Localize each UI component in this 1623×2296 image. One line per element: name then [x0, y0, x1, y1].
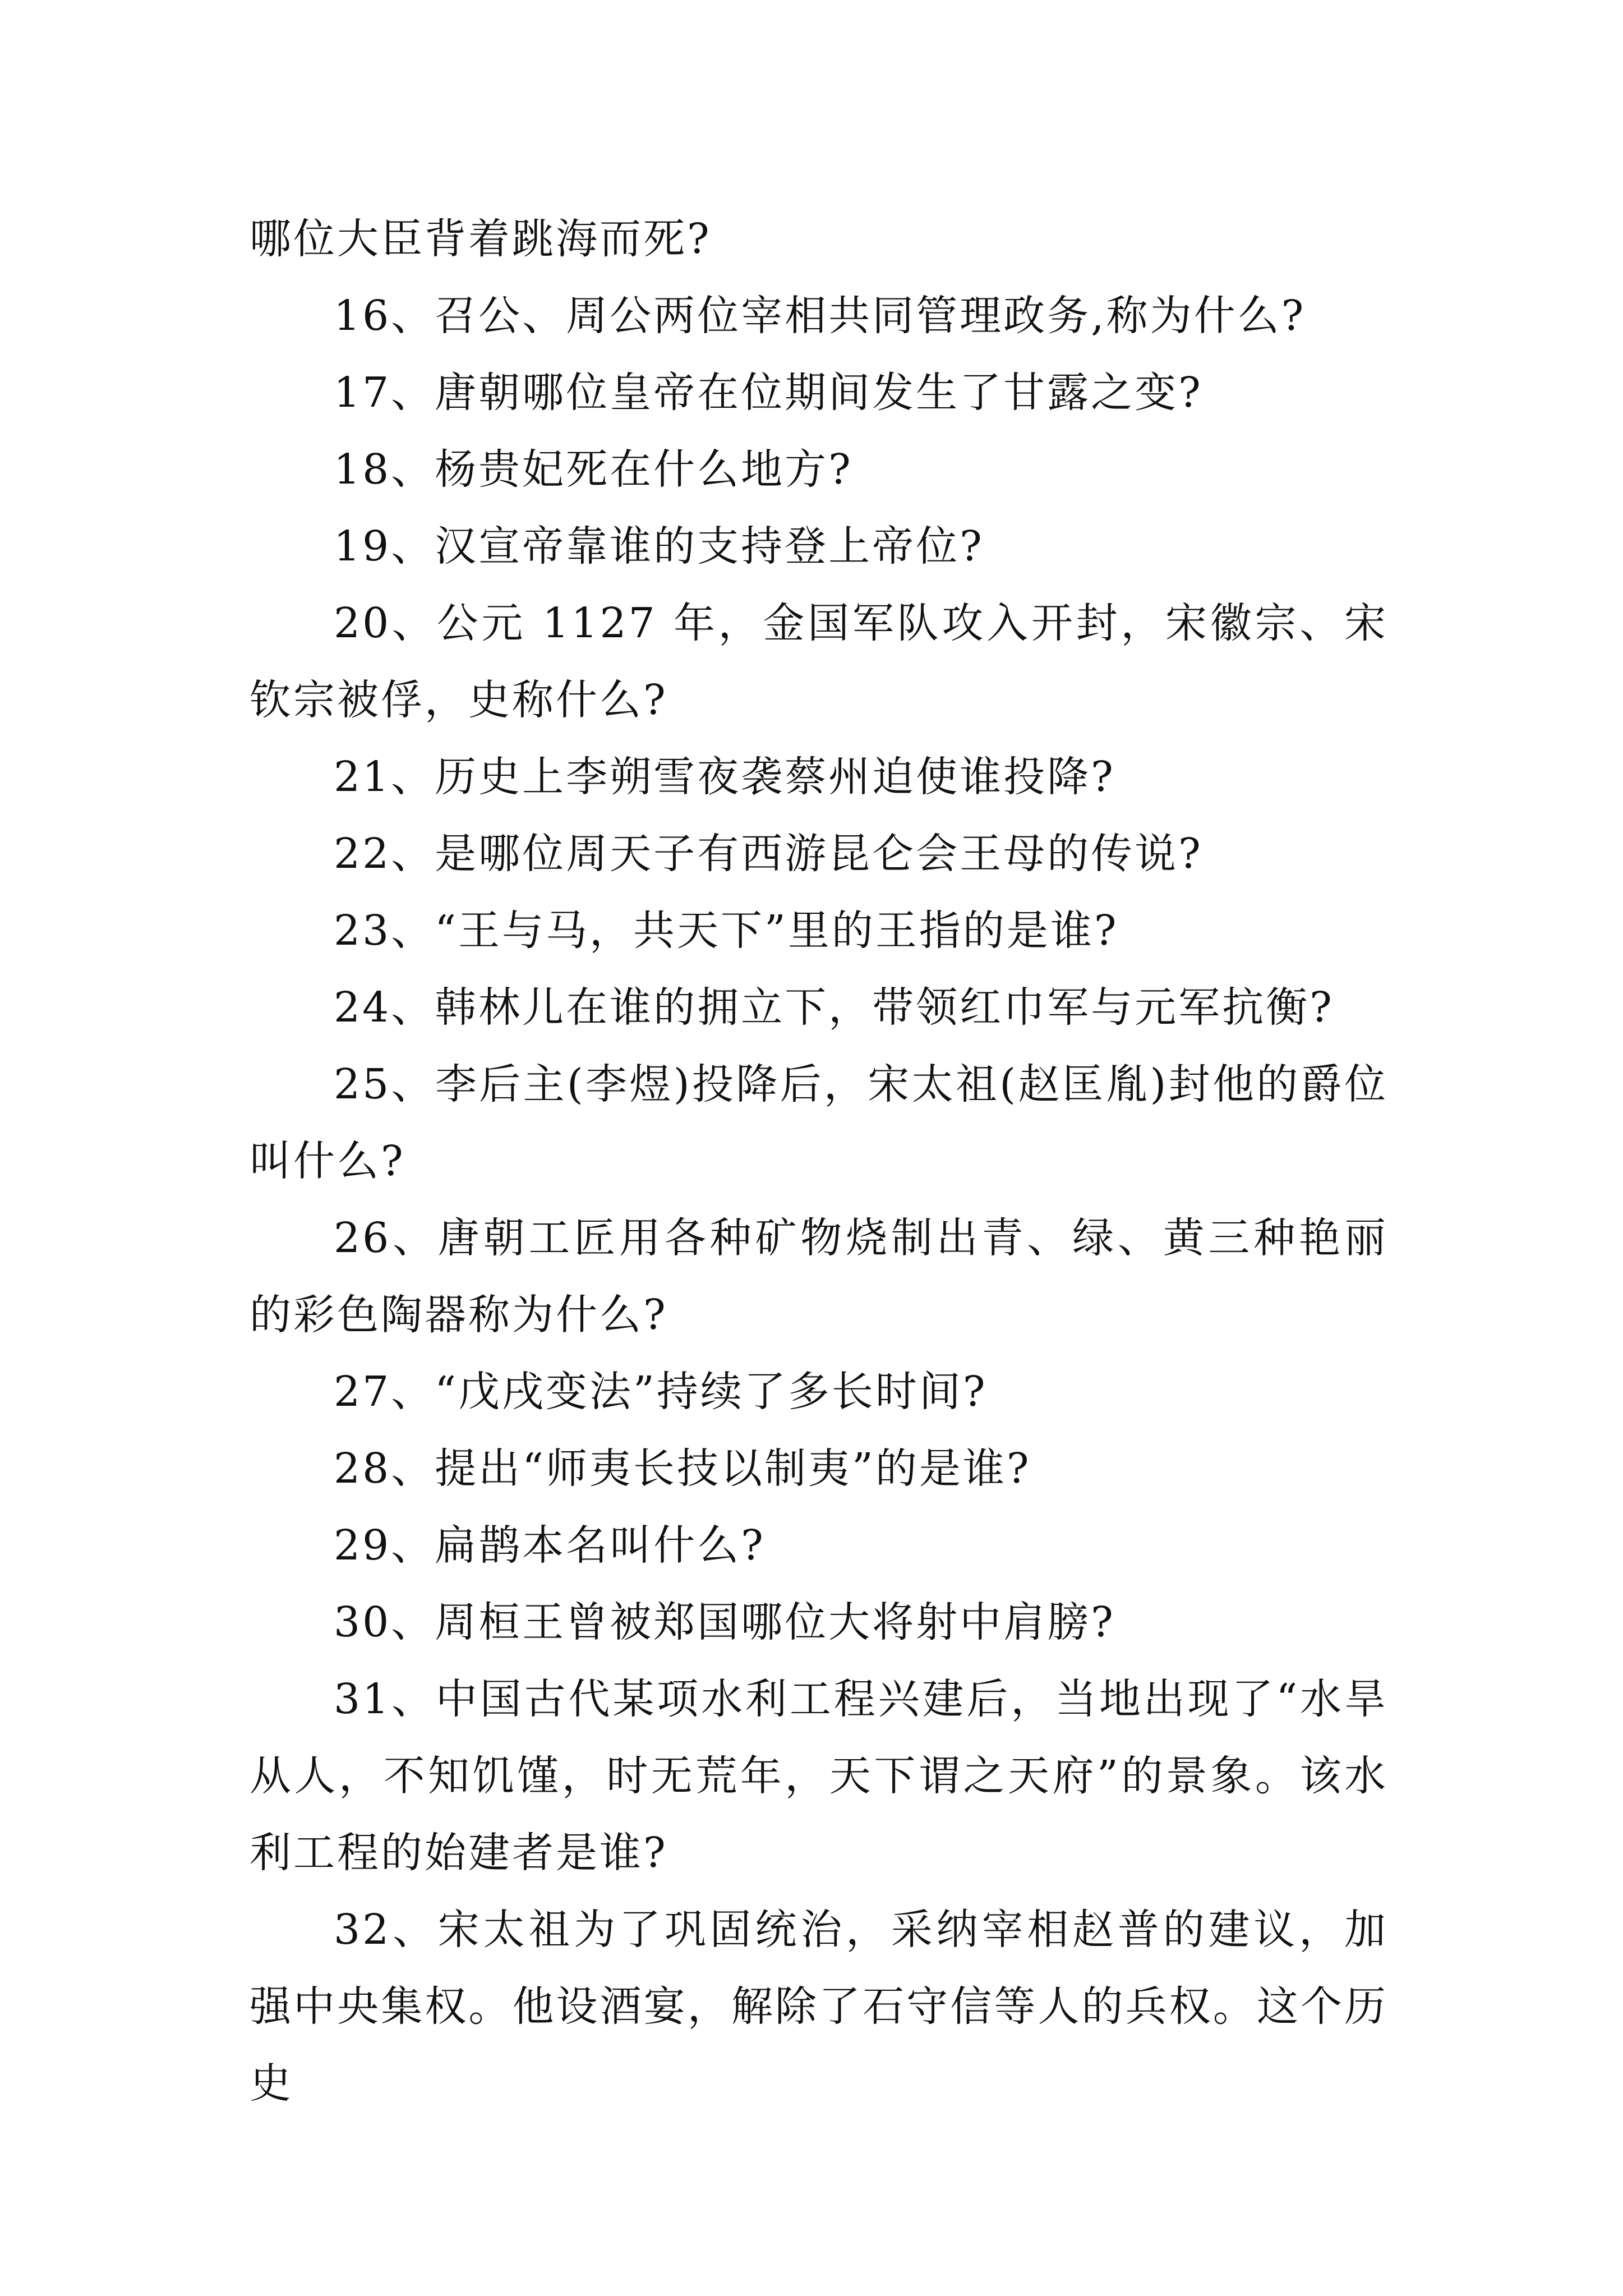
- question-22: 22、是哪位周天子有西游昆仑会王母的传说?: [334, 830, 1203, 878]
- question-25: 25、李后主(李煜)投降后，宋太祖(赵匡胤)封他的爵位叫什么?: [250, 1060, 1388, 1185]
- question-27: 27、“戊戌变法”持续了多长时间?: [334, 1368, 988, 1416]
- question-26: 26、唐朝工匠用各种矿物烧制出青、绿、黄三种艳丽的彩色陶器称为什么?: [250, 1214, 1388, 1339]
- question-18: 18、杨贵妃死在什么地方?: [334, 445, 853, 494]
- paragraph-continuation: 哪位大臣背着跳海而死?: [250, 215, 712, 263]
- question-32: 32、宋太祖为了巩固统治，采纳宰相赵普的建议，加强中央集权。他设酒宴，解除了石守信等人的兵权。这个历史: [250, 1906, 1388, 2108]
- question-16: 16、召公、周公两位宰相共同管理政务,称为什么?: [334, 292, 1306, 340]
- question-19: 19、汉宣帝靠谁的支持登上帝位?: [334, 522, 984, 570]
- question-list: [250, 201, 1388, 2122]
- question-21: 21、历史上李朔雪夜袭蔡州迫使谁投降?: [334, 753, 1115, 801]
- question-30: 30、周桓王曾被郑国哪位大将射中肩膀?: [334, 1598, 1115, 1646]
- question-31: 31、中国古代某项水利工程兴建后，当地出现了“水旱从人，不知饥馑，时无荒年，天下谓之天府”的景象。该水利工程的始建者是谁?: [250, 1675, 1388, 1877]
- question-20: 20、公元 1127 年，金国军队攻入开封，宋徽宗、宋钦宗被俘，史称什么?: [250, 599, 1388, 724]
- question-29: 29、扁鹊本名叫什么?: [334, 1521, 766, 1570]
- question-23: 23、“王与马，共天下”里的王指的是谁?: [334, 907, 1119, 955]
- question-28: 28、提出“师夷长技以制夷”的是谁?: [334, 1444, 1031, 1493]
- question-17: 17、唐朝哪位皇帝在位期间发生了甘露之变?: [334, 369, 1203, 417]
- question-24: 24、韩林儿在谁的拥立下，带领红巾军与元军抗衡?: [334, 983, 1334, 1032]
